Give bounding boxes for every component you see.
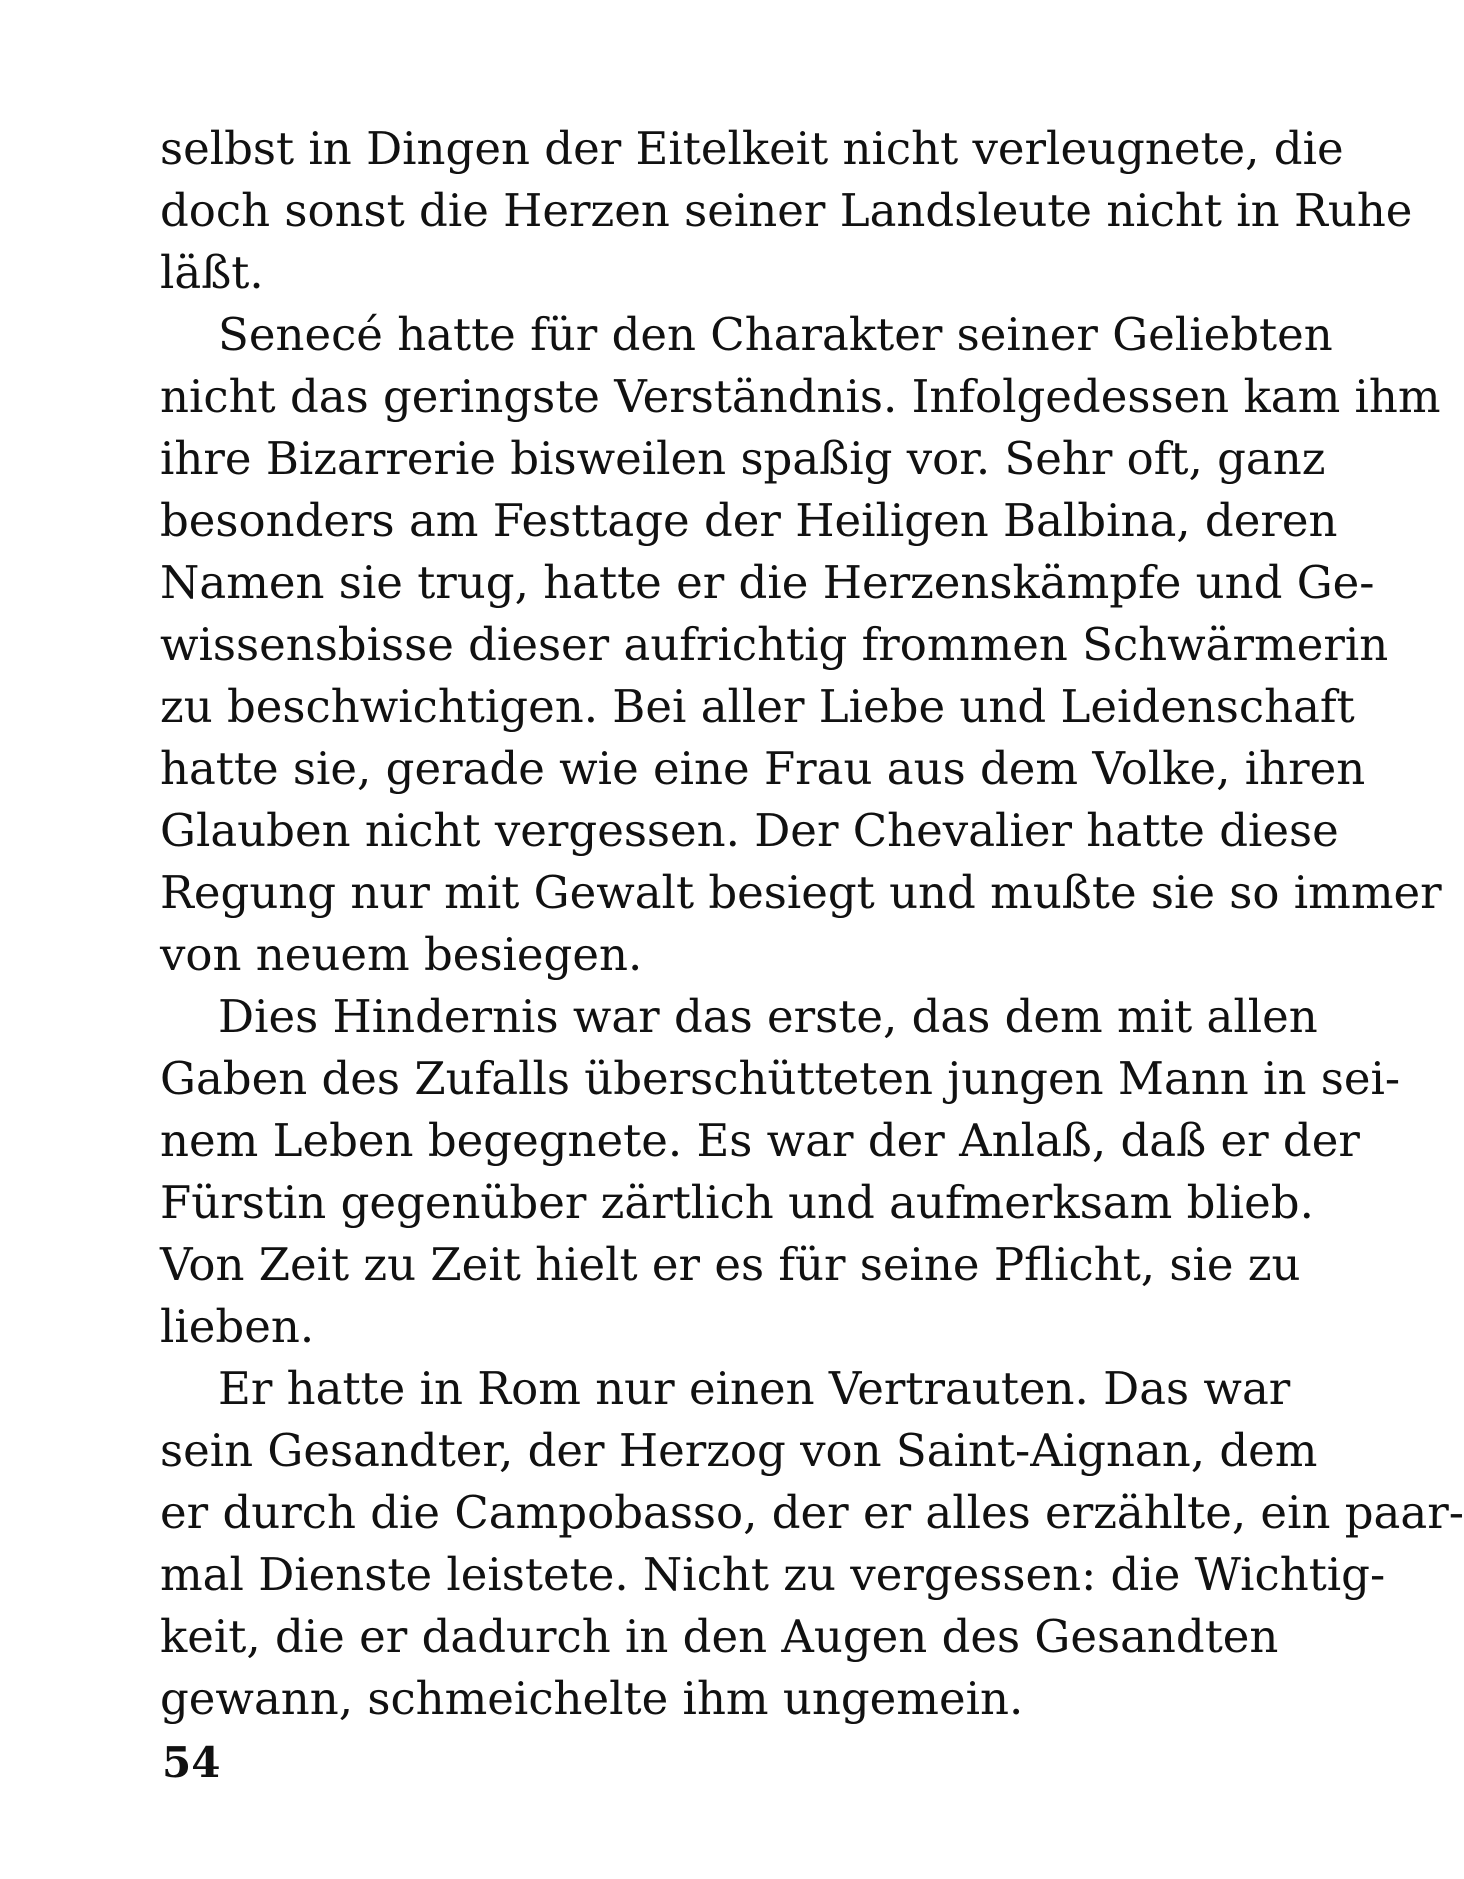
text-line: keit, die er dadurch in den Augen des Gesandten xyxy=(160,1610,1279,1663)
text-line: selbst in Dingen der Eitelkeit nicht verleugnete, die xyxy=(160,122,1344,175)
text-line: Namen sie trug, hatte er die Herzenskämpfe und Ge- xyxy=(160,556,1375,609)
text-line: zu beschwichtigen. Bei aller Liebe und Leidenschaft xyxy=(160,680,1355,733)
text-line: mal Dienste leistete. Nicht zu vergessen: die Wichtig- xyxy=(160,1548,1386,1601)
text-line: Von Zeit zu Zeit hielt er es für seine Pflicht, sie zu xyxy=(160,1238,1301,1291)
paragraph xyxy=(160,304,1442,986)
text-line: Regung nur mit Gewalt besiegt und mußte sie so immer xyxy=(160,866,1442,919)
text-line: lieben. xyxy=(160,1300,315,1353)
text-line: nicht das geringste Verständnis. Infolgedessen kam ihm xyxy=(160,370,1441,423)
page-number: 54 xyxy=(162,1738,221,1787)
text-line: ihre Bizarrerie bisweilen spaßig vor. Sehr oft, ganz xyxy=(160,432,1326,485)
text-line: läßt. xyxy=(160,246,264,299)
body-text xyxy=(160,118,1464,1730)
text-line: Fürstin gegenüber zärtlich und aufmerksam blieb. xyxy=(160,1176,1314,1229)
text-line: besonders am Festtage der Heiligen Balbina, deren xyxy=(160,494,1338,547)
text-line: doch sonst die Herzen seiner Landsleute nicht in Ruhe xyxy=(160,184,1413,237)
text-line: wissensbisse dieser aufrichtig frommen Schwärmerin xyxy=(160,618,1389,671)
paragraph xyxy=(160,1358,1464,1730)
text-line: von neuem besiegen. xyxy=(160,928,643,981)
text-line: gewann, schmeichelte ihm ungemein. xyxy=(160,1672,1024,1725)
paragraph xyxy=(160,118,1413,304)
text-line: Er hatte in Rom nur einen Vertrauten. Das war xyxy=(218,1362,1291,1415)
text-line: nem Leben begegnete. Es war der Anlaß, daß er der xyxy=(160,1114,1360,1167)
text-line: Gaben des Zufalls überschütteten jungen Mann in sei- xyxy=(160,1052,1401,1105)
paragraph xyxy=(160,986,1401,1358)
text-line: sein Gesandter, der Herzog von Saint-Aignan, dem xyxy=(160,1424,1318,1477)
text-line: Senecé hatte für den Charakter seiner Geliebten xyxy=(218,308,1333,361)
text-line: er durch die Campobasso, der er alles erzählte, ein paar- xyxy=(160,1486,1464,1539)
text-line: Dies Hindernis war das erste, das dem mit allen xyxy=(218,990,1318,1043)
text-line: hatte sie, gerade wie eine Frau aus dem Volke, ihren xyxy=(160,742,1366,795)
text-line: Glauben nicht vergessen. Der Chevalier hatte diese xyxy=(160,804,1339,857)
